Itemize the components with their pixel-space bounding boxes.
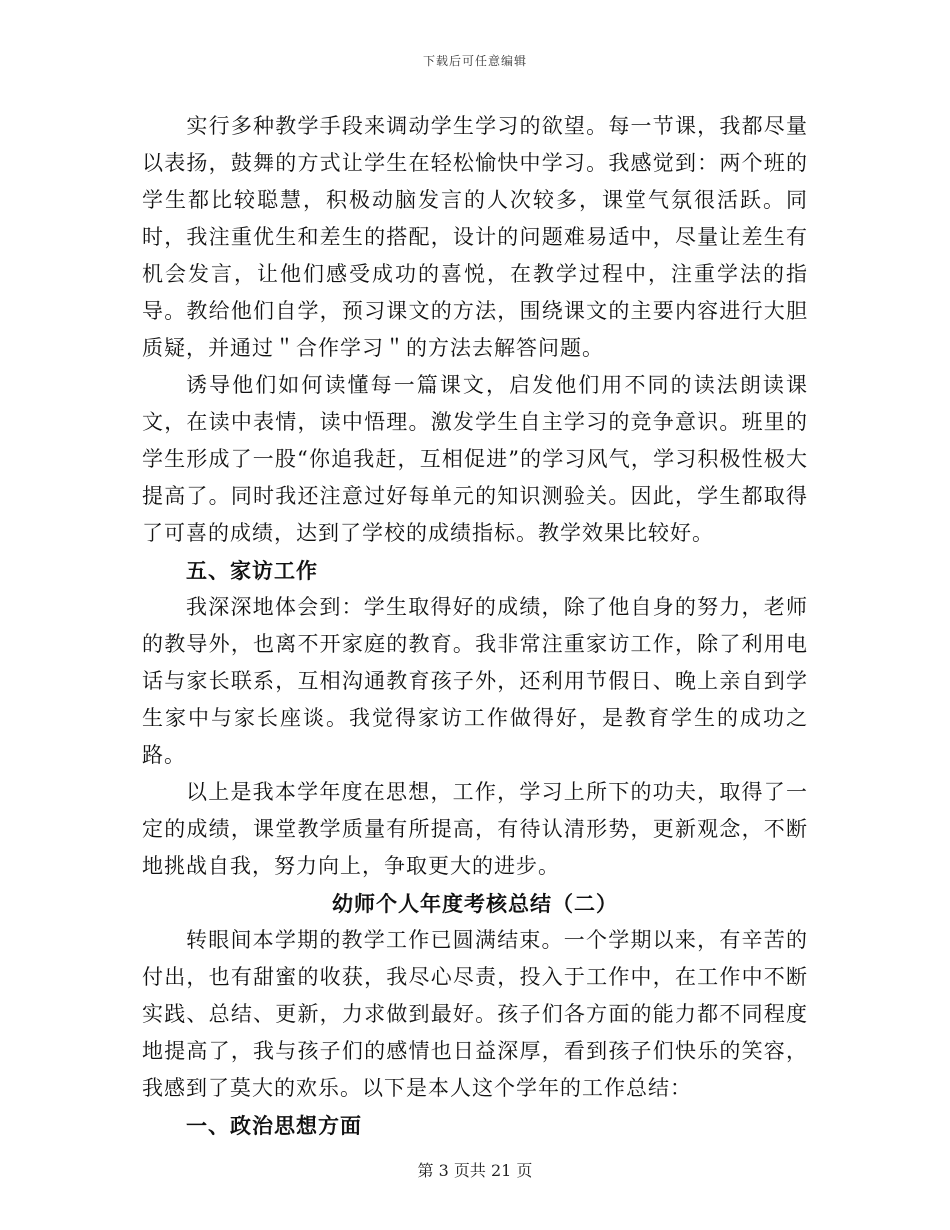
- paragraph-reading-guidance: 诱导他们如何读懂每一篇课文，启发他们用不同的读法朗读课文，在读中表情，读中悟理。激发学生自主学习的竞争意识。班里的学生形成了一股“你追我赶，互相促进”的学习风气，学习积极性极大提高了。同时我还注意过好每单元的知识测验关。因此，学生都取得了可喜的成绩，达到了学校的成绩指标。教学效果比较好。: [142, 373, 808, 545]
- paragraph-teaching-methods: 实行多种教学手段来调动学生学习的欲望。每一节课，我都尽量以表扬，鼓舞的方式让学生在轻松愉快中学习。我感觉到：两个班的学生都比较聪慧，积极动脑发言的人次较多，课堂气氛很活跃。同时，我注重优生和差生的搭配，设计的问题难易适中，尽量让差生有机会发言，让他们感受成功的喜悦，在教学过程中，注重学法的指导。教给他们自学，预习课文的方法，围绕课文的主要内容进行大胆质疑，并通过＂合作学习＂的方法去解答问题。: [142, 114, 808, 360]
- page-header: 下载后可任意编辑: [422, 54, 527, 68]
- paragraph-semester-intro: 转眼间本学期的教学工作已圆满结束。一个学期以来，有辛苦的付出，也有甜蜜的收获，我尽心尽责，投入于工作中，在工作中不断实践、总结、更新，力求做到最好。孩子们各方面的能力都不同程度地提高了，我与孩子们的感情也日益深厚，看到孩子们快乐的笑容，我感到了莫大的欢乐。以下是本人这个学年的工作总结：: [142, 928, 808, 1100]
- document-body: [142, 108, 808, 1144]
- document-title-part-two: 幼师个人年度考核总结（二）: [332, 891, 618, 916]
- section-heading-home-visits: 五、家访工作: [186, 558, 318, 583]
- section-heading-political-thought: 一、政治思想方面: [186, 1113, 362, 1138]
- paragraph-conclusion: 以上是我本学年度在思想，工作，学习上所下的功夫，取得了一定的成绩，课堂教学质量有所提高，有待认清形势，更新观念，不断地挑战自我，努力向上，争取更大的进步。: [142, 780, 808, 878]
- page-footer: 第 3 页共 21 页: [417, 1161, 533, 1180]
- paragraph-home-visits: 我深深地体会到：学生取得好的成绩，除了他自身的努力，老师的教导外，也离不开家庭的教育。我非常注重家访工作，除了利用电话与家长联系，互相沟通教育孩子外，还利用节假日、晚上亲自到学生家中与家长座谈。我觉得家访工作做得好，是教育学生的成功之路。: [142, 595, 808, 767]
